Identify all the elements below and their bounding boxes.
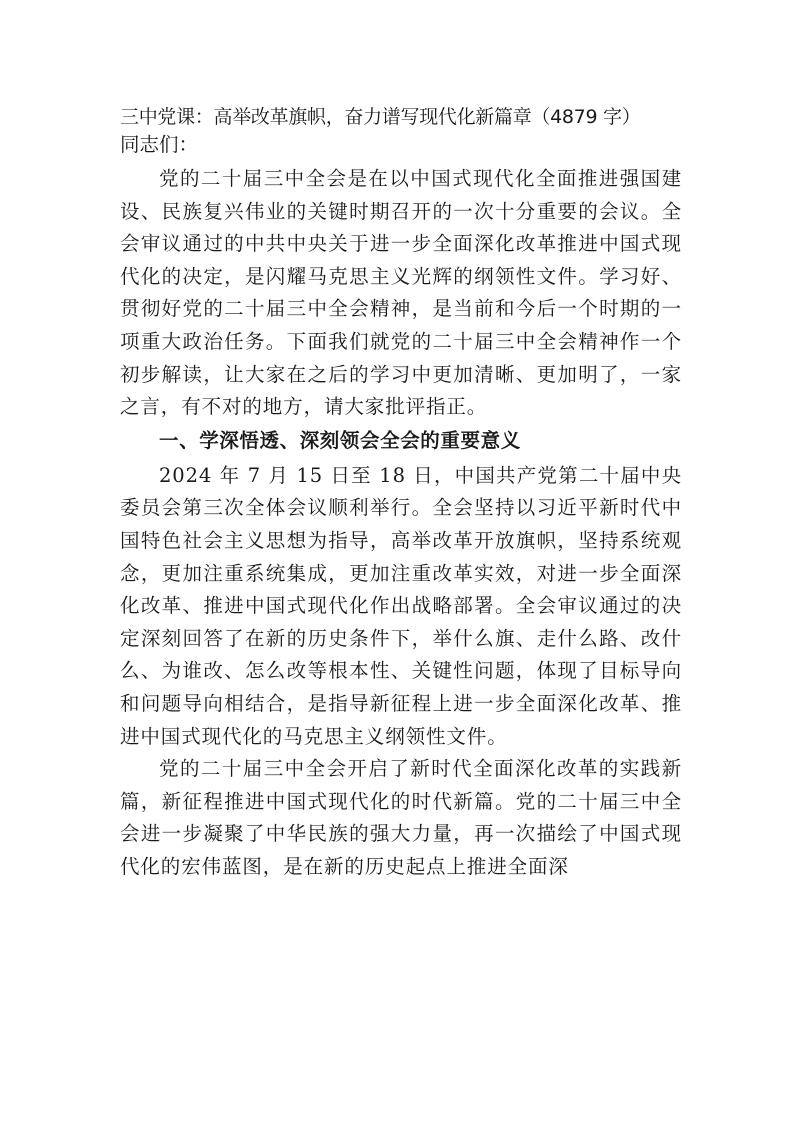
salutation: 同志们： [120,133,199,156]
section-heading: 一、学深悟透、深刻领会全会的重要意义 [159,428,521,452]
document-body [120,103,682,883]
intro-paragraph: 党的二十届三中全会是在以中国式现代化全面推进强国建设、民族复兴伟业的关键时期召开的一次十分重要的会议。全会审议通过的中共中央关于进一步全面深化改革推进中国式现代化的决定，是闪耀马克思主义光辉的纲领性文件。学习好、贯彻好党的二十届三中全会精神，是当前和今后一个时期的一项重大政治任务。下面我们就党的二十届三中全会精神作一个初步解读，让大家在之后的学习中更加清晰、更加明了，一家之言，有不对的地方，请大家批评指正。 [120,167,682,419]
section-paragraph-1: 2024 年 7 月 15 日至 18 日，中国共产党第二十届中央委员会第三次全体会议顺利举行。全会坚持以习近平新时代中国特色社会主义思想为指导，高举改革开放旗帜，坚持系统观念，更加注重系统集成，更加注重改革实效，对进一步全面深化改革、推进中国式现代化作出战略部署。全会审议通过的决定深刻回答了在新的历史条件下，举什么旗、走什么路、改什么、为谁改、怎么改等根本性、关键性问题，体现了目标导向和问题导向相结合，是指导新征程上进一步全面深化改革、推进中国式现代化的马克思主义纲领性文件。 [120,463,682,748]
section-paragraph-2: 党的二十届三中全会开启了新时代全面深化改革的实践新篇，新征程推进中国式现代化的时代新篇。党的二十届三中全会进一步凝聚了中华民族的强大力量，再一次描绘了中国式现代化的宏伟蓝图，是在新的历史起点上推进全面深 [120,757,682,878]
document-title: 三中党课：高举改革旗帜，奋力谱写现代化新篇章（4879 字） [120,106,641,128]
